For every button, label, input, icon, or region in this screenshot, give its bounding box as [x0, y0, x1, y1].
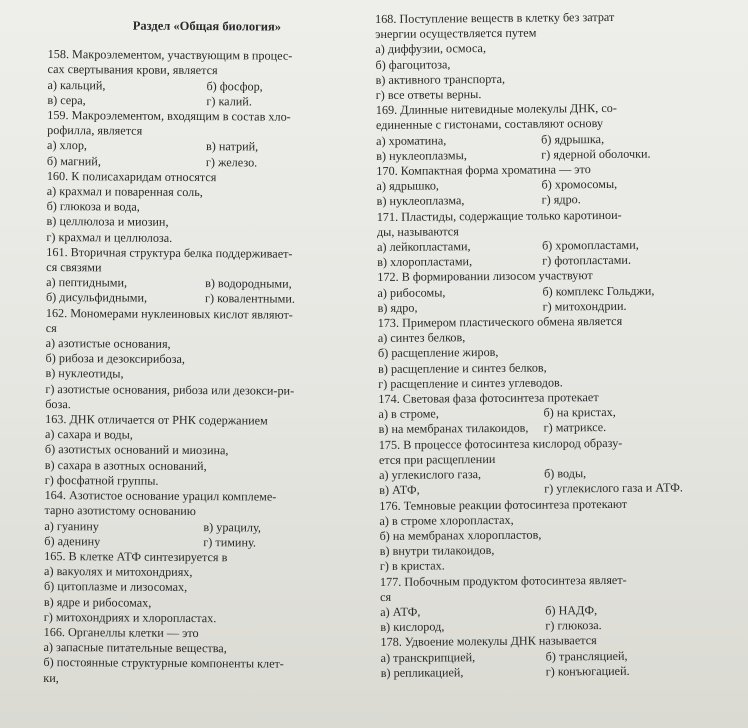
answer-option: б) НАДФ,	[545, 603, 598, 618]
text-line: в) целлюлоза и миозин,	[46, 214, 169, 230]
answer-option: в) натрий,	[206, 139, 259, 154]
answer-option: а) гуанину	[44, 518, 99, 533]
answer-option: а) пептидными,	[46, 275, 128, 290]
answer-option: а) транскрипцией,	[380, 649, 476, 665]
answer-option: г) железо.	[205, 154, 258, 170]
text-line: б) азотистых оснований и миозина,	[44, 442, 229, 458]
text-line: в) нуклеотиды,	[45, 366, 124, 382]
answer-options-row	[378, 298, 708, 316]
answer-option: в) хлоропластами,	[377, 254, 473, 270]
text-line: а) в строме хлоропластах,	[379, 512, 514, 528]
text-line: в) активного транспорта,	[375, 71, 506, 87]
answer-option: в) нуклеоплазма,	[376, 193, 465, 209]
left-question-list	[43, 47, 365, 688]
answer-option: б) дисульфидными,	[45, 290, 148, 306]
text-line: в) внутри тилакоидов,	[379, 543, 495, 559]
answer-option: в) сера,	[47, 92, 86, 108]
answer-options-row	[377, 192, 707, 210]
answer-options-row	[376, 146, 706, 164]
text-line: г) фосфатной группы.	[44, 472, 159, 488]
question-text: 162. Мономерами нуклеиновых кислот являют-	[45, 305, 293, 322]
question-text: 165. В клетке АТФ синтезируется в	[44, 548, 228, 565]
question-text: 161. Вторичная структура белка поддерживает-	[46, 244, 293, 261]
text-line: г) митохондриях и хлоропластах.	[43, 609, 217, 625]
answer-option: б) трансляцией,	[545, 648, 628, 664]
text-line: а) крахмал и поваренная соль,	[46, 184, 203, 200]
text-line: в) сахара в азотных оснований,	[44, 457, 207, 473]
text-line: а) азотистые основания,	[45, 336, 171, 351]
answer-option: б) хромопластами,	[541, 237, 639, 253]
answer-option: г) глюкоза.	[545, 618, 602, 633]
answer-option: а) кальций,	[47, 77, 106, 93]
answer-option: г) митохондрии.	[542, 298, 627, 314]
answer-option: г) ковалентными.	[204, 291, 295, 307]
answer-option: г) тимину.	[203, 534, 256, 550]
text-line: единенные с гистонами, составляют основу	[375, 116, 604, 133]
question-text: 164. Азотистое основание урацил комплеме-	[44, 488, 277, 504]
text-line: а) запасные питательные вещества,	[43, 640, 227, 656]
text-line: б) расщепление жиров,	[377, 345, 499, 361]
answer-option: б) воды,	[543, 466, 587, 481]
answer-option: а) АТФ,	[380, 604, 421, 619]
right-question-list	[375, 9, 711, 681]
answer-option: б) комплекс Гольджи,	[542, 283, 655, 299]
right-column	[375, 9, 711, 681]
text-line: ется при расщеплении	[378, 451, 496, 467]
question-text: 171. Пластиды, содержащие только каротинои-	[376, 207, 622, 224]
text-line: энергии осуществляется путем	[375, 25, 537, 42]
text-line: ся	[380, 589, 392, 604]
text-line: ки,	[43, 670, 59, 685]
text-line: а) диффузии, осмоса,	[375, 41, 487, 57]
text-line: в) ядре и рибосомах,	[43, 594, 152, 610]
answer-option: а) в строме,	[378, 406, 439, 422]
text-line: г) все ответы верны.	[375, 87, 482, 103]
answer-option: б) аденину	[44, 533, 101, 549]
text-line: б) глюкоза и вода,	[46, 199, 140, 214]
text-line: а) вакуолях и митохондриях,	[44, 564, 193, 580]
text-line: б) рибоза и дезоксирибоза,	[45, 351, 186, 367]
answer-option: г) калий.	[206, 93, 252, 109]
answer-option: в) нуклеоплазмы,	[376, 148, 467, 163]
text-line: г) в кристах.	[379, 558, 445, 574]
question-text: 169. Длинные нитевидные молекулы ДНК, со-	[375, 101, 617, 118]
question-text: 159. Макроэлементом, входящим в состав хло-	[47, 108, 291, 124]
answer-option: в) на мембранах тилакоидов,	[378, 421, 529, 437]
text-line: а) синтез белков,	[377, 330, 466, 346]
answer-option: б) ядрышка,	[541, 131, 605, 147]
question-text: 175. В процессе фотосинтеза кислород образу-	[378, 435, 623, 452]
answer-option: а) хлор,	[47, 138, 88, 153]
answer-option: а) рибосомы,	[377, 285, 446, 300]
answer-options-row	[381, 663, 711, 681]
answer-option: б) фосфор,	[206, 78, 263, 94]
text-line: в) расщепление и синтез белков,	[378, 360, 547, 376]
left-column	[43, 10, 366, 688]
answer-option: в) ядро,	[377, 300, 418, 315]
question-text: 168. Поступление веществ в клетку без затрат	[375, 9, 615, 26]
text-line: г) расщепление и синтез углеводов.	[378, 375, 563, 391]
question-text: 174. Световая фаза фотосинтеза протекает	[378, 390, 599, 407]
answer-option: в) урацилу,	[203, 519, 261, 534]
answer-option: г) ядро.	[541, 192, 581, 207]
answer-option: б) на кристах,	[543, 405, 616, 420]
answer-option: г) ядерной оболочки.	[541, 146, 651, 162]
question-text: 176. Темновые реакции фотосинтеза протекают	[379, 496, 628, 513]
question-text: 163. ДНК отличается от РНК содержанием	[45, 412, 268, 428]
answer-option: б) магний,	[46, 153, 101, 168]
text-line: ся	[45, 320, 57, 335]
section-title: Раздел «Общая биология»	[132, 18, 282, 34]
text-line: ды, называются	[376, 224, 459, 239]
text-line: рофилла, является	[47, 123, 143, 138]
text-line: боза.	[45, 396, 71, 412]
question-text: 166. Органеллы клетки — это	[43, 624, 199, 640]
answer-options-row	[377, 252, 707, 270]
question-text: 178. Удвоение молекулы ДНК называется	[380, 633, 597, 650]
text-line: б) цитоплазме и лизосомах,	[43, 579, 188, 595]
text-line: сах свертывания крови, является	[47, 62, 218, 78]
text-line: б) на мембранах хлоропластов,	[379, 527, 542, 543]
answer-option: а) хроматина,	[376, 133, 447, 148]
question-text: 173. Примером пластического обмена является	[377, 313, 623, 331]
text-line: тарно азотистому основанию	[44, 503, 197, 519]
answer-option: а) лейкопластами,	[376, 239, 471, 255]
question-text: 170. Компактная форма хроматина — это	[376, 162, 591, 179]
question-text: 160. К полисахаридам относятся	[46, 168, 217, 185]
text-line: б) фагоцитоза,	[375, 56, 451, 72]
text-line: а) сахара и воды,	[44, 427, 133, 442]
question-text: 177. Побочным продуктом фотосинтеза являет-	[379, 572, 627, 589]
answer-options-row	[379, 480, 709, 498]
answer-options-row	[380, 617, 710, 635]
answer-options-row	[379, 420, 709, 438]
answer-option: в) кислород,	[380, 619, 445, 635]
question-text: 172. В формировании лизосом участвуют	[377, 268, 593, 285]
text-line: г) азотистые основания, рибоза или дезокси-ри-	[45, 381, 295, 398]
answer-option: б) хромосомы,	[541, 177, 618, 192]
text-line: б) постоянные структурные компоненты клет-	[43, 655, 284, 671]
answer-option: в) АТФ,	[379, 482, 420, 498]
answer-options-row	[46, 290, 364, 307]
answer-option: г) матриксе.	[543, 420, 607, 436]
text-line: ся связями	[46, 260, 102, 275]
question-text: 158. Макроэлементом, участвующим в процес-	[47, 47, 293, 63]
answer-option: а) углекислого газа,	[378, 467, 482, 483]
answer-option: а) ядрышко,	[376, 178, 440, 194]
answer-option: г) углекислого газа и АТФ.	[544, 480, 683, 496]
answer-option: г) конъюгацией.	[545, 663, 630, 679]
answer-option: в) водородными,	[205, 276, 292, 291]
answer-option: в) репликацией,	[380, 664, 464, 680]
answer-option: г) фотопластами.	[542, 253, 632, 268]
text-line: г) крахмал и целлюлоза.	[46, 229, 173, 245]
